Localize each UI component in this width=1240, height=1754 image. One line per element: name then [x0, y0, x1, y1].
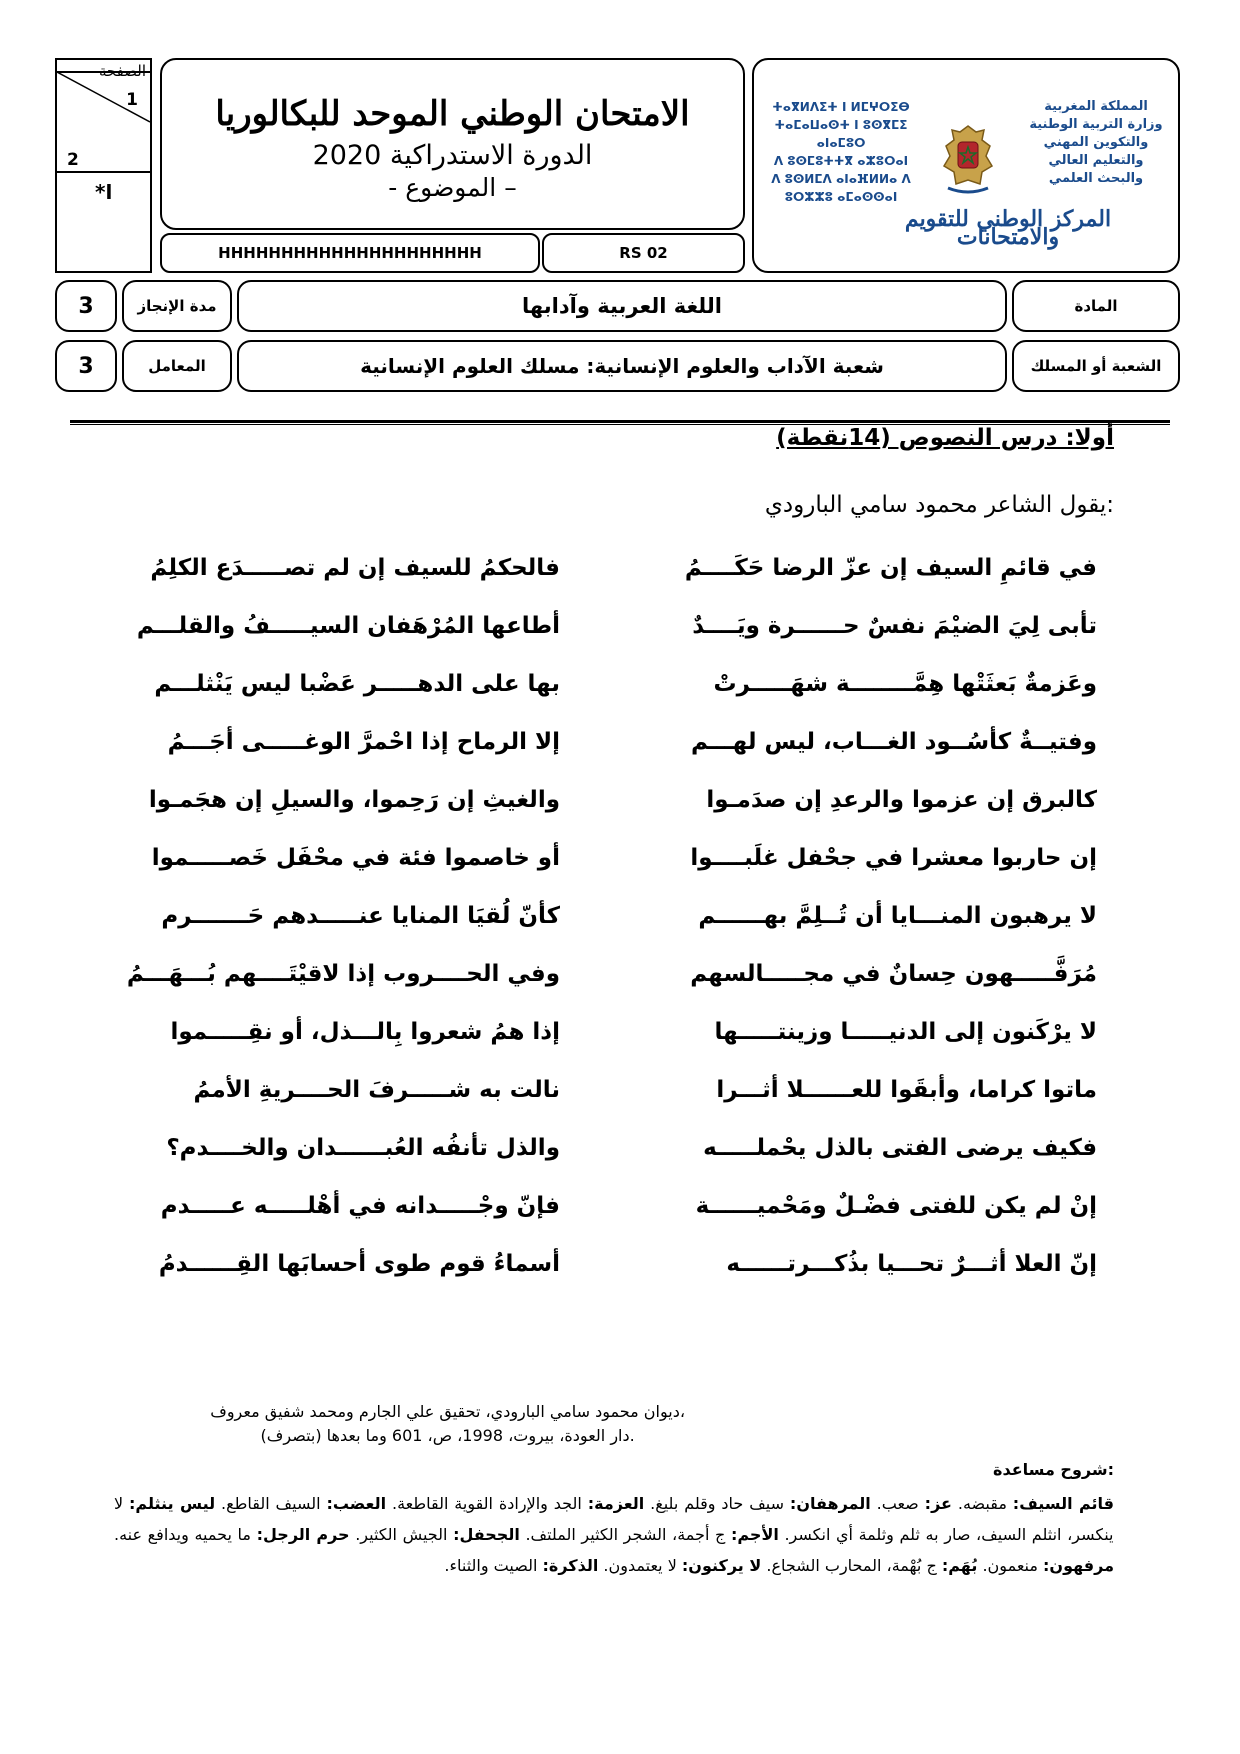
exam-session: الدورة الاستدراكية 2020 [312, 140, 593, 171]
verse-second-half: والغيثِ إن رَحِموا، والسيلِ إن هجَمـوا [148, 787, 560, 813]
verse-first-half: لا يرْكَنون إلى الدنيـــــا وزينتـــــها [714, 1019, 1097, 1045]
duration-value: 3 [55, 280, 117, 332]
glossary-term: لا يركنون: [681, 1556, 762, 1575]
glossary-def: لا يعتمدون. [598, 1556, 682, 1575]
verse-first-half: تأبى لِيَ الضيْمَ نفسٌ حــــــرة ويَــــدٌ [692, 613, 1097, 639]
verse-second-half: بها على الدهـــــر عَضْبا ليس يَنْثلـــم [154, 671, 560, 697]
glossary-term: العضب: [326, 1494, 387, 1513]
verse-first-half: إنّ العلا أثـــرٌ تحـــيا بذُكـــرتــــــه [726, 1251, 1097, 1277]
verse-second-half: فإنّ وجْـــــدانه في أهْلـــــه عـــــدم [160, 1193, 560, 1219]
verse-first-half: مُرَفَّـــــهون حِسانٌ في مجـــــالسهم [690, 961, 1097, 987]
glossary-def: الجيش الكثير. [349, 1525, 454, 1544]
coefficient-label: المعامل [122, 340, 232, 392]
verse-first-half: وفتيــةٌ كأسُــود الغـــاب، ليس لهـــم [691, 729, 1097, 755]
glossary-title: شروح مساعدة: [993, 1460, 1114, 1479]
glossary-term: المرهفان: [789, 1494, 871, 1513]
verse-first-half: لا يرهبون المنـــايا أن تُــلِمَّ بهــــــم [698, 903, 1097, 929]
verse-first-half: إن حاربوا معشرا في جحْفل غلَبــــوا [690, 845, 1097, 871]
glossary-def: الجد والإرادة القوية القاطعة. [386, 1494, 588, 1513]
tifinagh-text: ⵜⴰⴳⵍⴷⵉⵜ ⵏ ⵍⵎⵖⵔⵉⴱ ⵜⴰⵎⴰⵡⴰⵙⵜ ⵏ ⵓⵙⴳⵎⵉ ⴰⵏⴰⵎⵓⵔ ⴷ ⵓⵙⵎⵓⵜⵜⴳ ⴰⵣⵓⵔⴰⵏ ⴷ ⵓⵙⵍⵎⴷ ⴰⵏⴰⴼⵍⵍⴰ ⴷ ⵓⵔⵣⵣⵓ ⴰⵎⴰⵙⵙⴰⵏ [771, 100, 911, 204]
page-code: *ا [95, 180, 113, 204]
exam-code-h: HHHHHHHHHHHHHHHHHHHHH [160, 233, 540, 273]
verse-second-half: أو خاصموا فئة في محْفَل خَصـــــموا [151, 845, 560, 871]
glossary-term: الذكرة: [542, 1556, 599, 1575]
coat-of-arms-icon [936, 122, 1000, 196]
verse-second-half: نالت به شـــــرفَ الحــــريةِ الأممُ [193, 1077, 560, 1103]
subject-value: اللغة العربية وآدابها [237, 280, 1007, 332]
glossary-term: عز: [924, 1494, 952, 1513]
page-number-box [55, 58, 152, 273]
evaluation-center-name: المركز الوطني للتقويم والامتحانات [904, 206, 1112, 250]
branch-value: شعبة الآداب والعلوم الإنسانية: مسلك العلوم الإنسانية [237, 340, 1007, 392]
verse-second-half: والذل تأنفُه العُبــــــدان والخــــدم؟ [166, 1135, 560, 1161]
section-title: أولا: درس النصوص (14نقطة) [776, 425, 1114, 451]
duration-label: مدة الإنجاز [122, 280, 232, 332]
glossary-term: حرم الرجل: [256, 1525, 350, 1544]
glossary-term: بُهَم: [941, 1556, 978, 1575]
glossary-def: لا ينكسر، انثلم السيف، صار به ثلم وثلمة أي انكسر. [114, 1494, 1114, 1544]
glossary-def: ما يحميه ويدافع عنه. [114, 1525, 257, 1544]
verse-second-half: إلا الرماح إذا احْمرَّ الوغـــــى أجَـــمُ [167, 729, 560, 755]
ministry-logo-box [752, 58, 1180, 273]
divider [70, 420, 1170, 423]
glossary-term: قائم السيف: [1012, 1494, 1114, 1513]
exam-title: الامتحان الوطني الموحد للبكالوريا [215, 94, 690, 134]
verse-second-half: أسماءُ قوم طوى أحسابَها القِــــــدمُ [158, 1251, 560, 1277]
subject-label: المادة [1012, 280, 1180, 332]
exam-title-box [160, 58, 745, 230]
coefficient-value: 3 [55, 340, 117, 392]
verse-second-half: وفي الحــــروب إذا لاقيْتَــــهم بُـــهَـــمُ [126, 961, 560, 987]
verse-second-half: إذا همُ شعروا بِالـــذل، أو نقِـــــموا [170, 1019, 560, 1045]
glossary-term: الأجم: [730, 1525, 779, 1544]
verse-first-half: وعَزمةٌ بَعثَتْها هِمَّــــــــة شهَـــــرتْ [713, 671, 1097, 697]
source-line: دار العودة، بيروت، 1998، ص، 601 وما بعدها (بتصرف). [260, 1426, 635, 1445]
ministry-name: المملكة المغربية وزارة التربية الوطنية والتكوين المهني والتعليم العالي والبحث العلمي [1029, 99, 1163, 186]
glossary-text [114, 1488, 1114, 1581]
glossary-term: الجحفل: [453, 1525, 520, 1544]
glossary-def: مقبضه. [951, 1494, 1013, 1513]
glossary-def: السيف القاطع. [215, 1494, 327, 1513]
exam-type: - الموضوع – [388, 173, 517, 202]
verse-first-half: كالبرق إن عزموا والرعدِ إن صدَمـوا [706, 787, 1097, 813]
glossary-term: ليس ينثلم: [129, 1494, 216, 1513]
verse-first-half: فكيف يرضى الفتى بالذل يحْملـــــه [703, 1135, 1097, 1161]
glossary-term: مرفهون: [1043, 1556, 1114, 1575]
branch-label: الشعبة أو المسلك [1012, 340, 1180, 392]
verse-second-half: كأنّ لُقيَا المنايا عنـــــدهم حَـــــــرم [161, 903, 560, 929]
glossary-def: ج أجمة، الشجر الكثير الملتف. [519, 1525, 731, 1544]
verse-first-half: إنْ لم يكن للفتى فضْـلٌ ومَحْميــــــة [695, 1193, 1097, 1219]
verse-first-half: ماتوا كراما، وأبقَوا للعــــــلا أثـــرا [716, 1077, 1097, 1103]
glossary-def: منعمون. [977, 1556, 1044, 1575]
glossary-def: صعب. [870, 1494, 925, 1513]
glossary-def: ج بُهْمة، المحارب الشجاع. [761, 1556, 942, 1575]
verse-second-half: فالحكمُ للسيف إن لم تصـــــدَع الكلِمُ [150, 555, 560, 581]
verse-second-half: أطاعها المُرْهَفان السيـــــفُ والقلـــم [136, 613, 560, 639]
glossary-def: سيف حاد وقلم بليغ. [644, 1494, 790, 1513]
verse-first-half: في قائمِ السيف إن عزّ الرضا حَكَــــمُ [684, 555, 1097, 581]
poem-intro: يقول الشاعر محمود سامي البارودي: [764, 492, 1114, 518]
glossary-def: الصيت والثناء. [444, 1556, 543, 1575]
page-total: 2 [67, 150, 79, 170]
exam-code-rs: RS 02 [542, 233, 745, 273]
page-label: الصفحة [98, 62, 146, 80]
poem-source [210, 1400, 685, 1448]
glossary-term: العزمة: [587, 1494, 645, 1513]
source-line: ديوان محمود سامي البارودي، تحقيق علي الجارم ومحمد شفيق معروف، [210, 1402, 685, 1421]
page-current: 1 [126, 90, 138, 110]
